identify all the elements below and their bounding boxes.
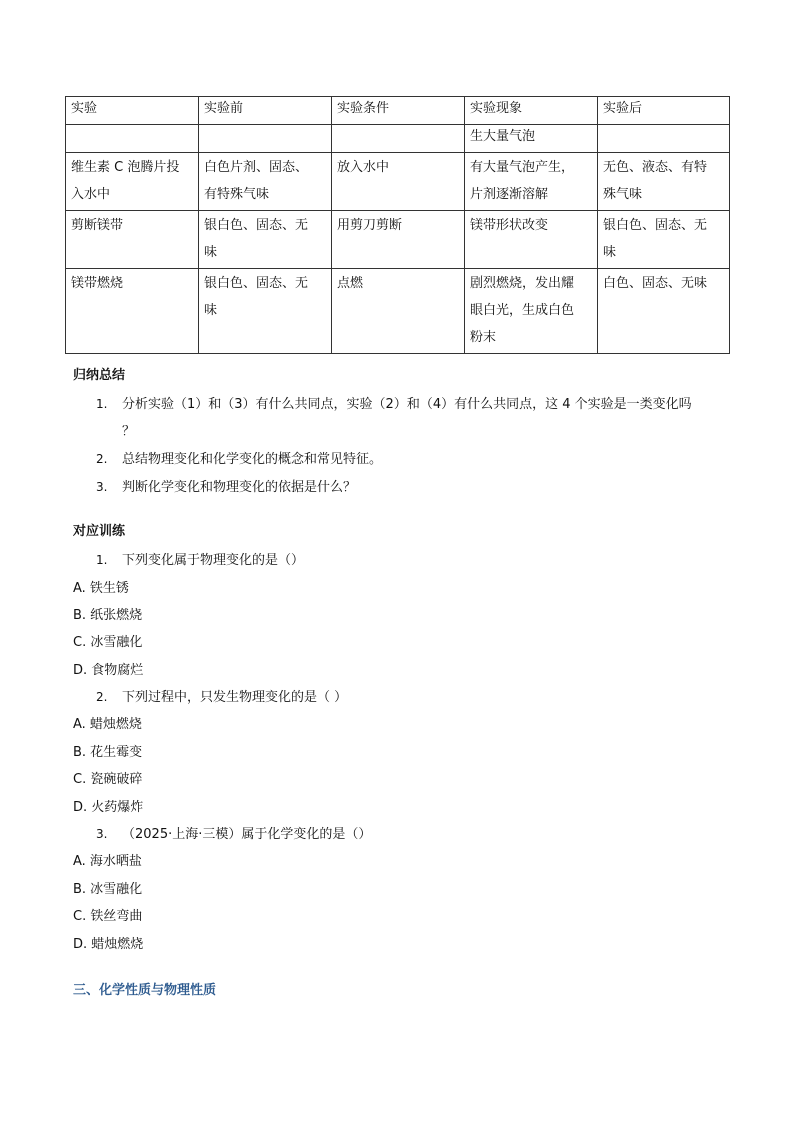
table-cell: 白色、固态、无味 bbox=[598, 269, 730, 354]
option: A. 蜡烛燃烧 bbox=[73, 717, 142, 732]
section-title: 三、化学性质与物理性质 bbox=[73, 983, 217, 998]
question-number: 1. bbox=[96, 553, 108, 567]
experiment-table bbox=[65, 96, 730, 354]
question bbox=[96, 686, 347, 705]
option: B. 纸张燃烧 bbox=[73, 608, 143, 623]
table-row bbox=[66, 269, 730, 354]
option: B. 花生霉变 bbox=[73, 745, 143, 760]
option: B. 冰雪融化 bbox=[73, 882, 143, 897]
table-cell: 无色、液态、有特 殊气味 bbox=[598, 153, 730, 211]
summary-item bbox=[96, 393, 692, 412]
question-text: 下列过程中，只发生物理变化的是（ ） bbox=[122, 690, 348, 705]
table-cell bbox=[332, 125, 465, 153]
option: C. 冰雪融化 bbox=[73, 635, 143, 650]
table-row bbox=[66, 211, 730, 269]
table-header-row bbox=[66, 97, 730, 125]
table-row bbox=[66, 125, 730, 153]
table-cell: 镁带形状改变 bbox=[465, 211, 598, 269]
item-text: 总结物理变化和化学变化的概念和常见特征。 bbox=[122, 452, 383, 467]
training-heading: 对应训练 bbox=[73, 524, 126, 539]
table-cell: 剪断镁带 bbox=[66, 211, 199, 269]
table-cell: 生大量气泡 bbox=[465, 125, 598, 153]
item-number: 3. bbox=[96, 480, 108, 494]
table-cell bbox=[199, 125, 332, 153]
question bbox=[96, 823, 371, 842]
table-cell bbox=[66, 125, 199, 153]
header-cell: 实验 bbox=[66, 97, 199, 125]
option: C. 瓷碗破碎 bbox=[73, 772, 143, 787]
question-text: （2025·上海·三模）属于化学变化的是（） bbox=[122, 827, 372, 842]
header-cell: 实验现象 bbox=[465, 97, 598, 125]
table-cell: 维生素 C 泡腾片投 入水中 bbox=[66, 153, 199, 211]
header-cell: 实验前 bbox=[199, 97, 332, 125]
option: D. 食物腐烂 bbox=[73, 663, 144, 678]
summary-item bbox=[96, 448, 382, 467]
option: A. 海水晒盐 bbox=[73, 854, 142, 869]
item-text: 分析实验（1）和（3）有什么共同点，实验（2）和（4）有什么共同点，这 4 个实验是一类变化吗 bbox=[122, 397, 692, 412]
table-cell bbox=[598, 125, 730, 153]
table-cell: 银白色、固态、无 味 bbox=[199, 211, 332, 269]
header-cell: 实验后 bbox=[598, 97, 730, 125]
table-cell: 用剪刀剪断 bbox=[332, 211, 465, 269]
table-cell: 白色片剂、固态、 有特殊气味 bbox=[199, 153, 332, 211]
summary-heading: 归纳总结 bbox=[73, 368, 126, 383]
option: A. 铁生锈 bbox=[73, 581, 129, 596]
option: D. 火药爆炸 bbox=[73, 800, 144, 815]
table-cell: 剧烈燃烧，发出耀 眼白光，生成白色 粉末 bbox=[465, 269, 598, 354]
question-number: 2. bbox=[96, 690, 108, 704]
question-number: 3. bbox=[96, 827, 108, 841]
table-cell: 点燃 bbox=[332, 269, 465, 354]
table-cell: 银白色、固态、无 味 bbox=[199, 269, 332, 354]
table-cell: 银白色、固态、无 味 bbox=[598, 211, 730, 269]
item-text: 判断化学变化和物理变化的依据是什么？ bbox=[122, 480, 357, 495]
question-text: 下列变化属于物理变化的是（） bbox=[122, 553, 305, 568]
table-row bbox=[66, 153, 730, 211]
item-number: 1. bbox=[96, 397, 108, 411]
summary-item bbox=[96, 476, 356, 495]
table-cell: 放入水中 bbox=[332, 153, 465, 211]
option: D. 蜡烛燃烧 bbox=[73, 937, 144, 952]
question bbox=[96, 549, 304, 568]
option: C. 铁丝弯曲 bbox=[73, 909, 143, 924]
header-cell: 实验条件 bbox=[332, 97, 465, 125]
table-cell: 有大量气泡产生， 片剂逐渐溶解 bbox=[465, 153, 598, 211]
table-cell: 镁带燃烧 bbox=[66, 269, 199, 354]
summary-item-continuation: ？ bbox=[122, 424, 136, 439]
item-number: 2. bbox=[96, 452, 108, 466]
